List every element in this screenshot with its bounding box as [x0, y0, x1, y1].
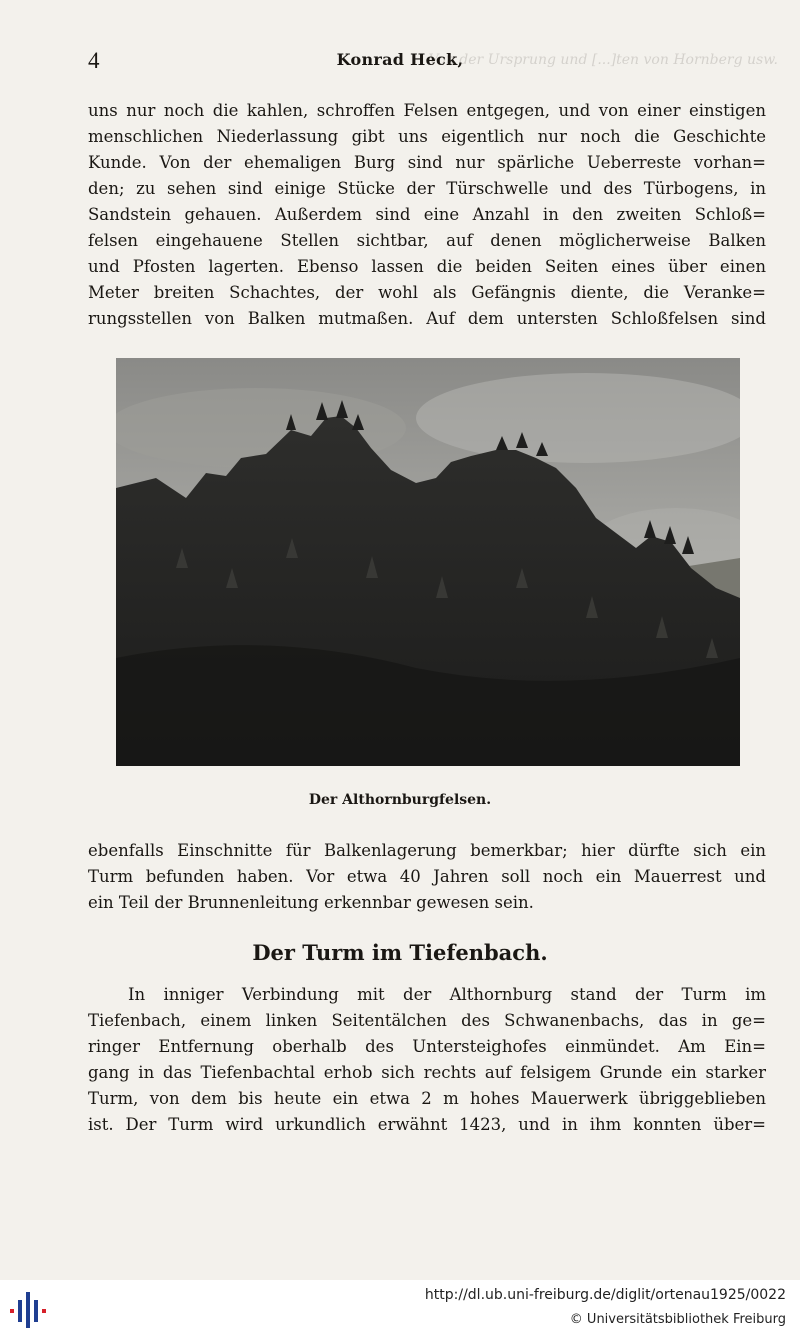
paragraph-1 — [88, 98, 766, 332]
text-line: uns nur noch die kahlen, schroffen Felsen entgegen, und von einer einstigen — [88, 101, 766, 120]
text-line: ringer Entfernung oberhalb des Untersteighofes einmündet. Am Ein= — [88, 1037, 766, 1056]
text-line: Meter breiten Schachtes, der wohl als Gefängnis diente, die Veranke= — [88, 283, 766, 302]
permalink-url[interactable]: http://dl.ub.uni-freiburg.de/diglit/ortenau1925/0022 — [424, 1287, 786, 1303]
copyright-notice: © Universitätsbibliothek Freiburg — [569, 1312, 786, 1327]
forest-rock-illustration — [116, 358, 740, 766]
text-line: gang in das Tiefenbachtal erhob sich rechts auf felsigem Grunde ein starker — [88, 1063, 766, 1082]
althornburg-photo — [116, 358, 740, 766]
text-line: Turm befunden haben. Vor etwa 40 Jahren soll noch ein Mauerrest und — [88, 867, 766, 886]
section-heading: Der Turm im Tiefenbach. — [252, 940, 548, 965]
paragraph-2 — [88, 838, 766, 916]
paragraph-3 — [88, 982, 766, 1138]
text-line: Tiefenbach, einem linken Seitentälchen des Schwanenbachs, das in ge= — [88, 1011, 766, 1030]
viewer-footer — [0, 1280, 800, 1336]
text-line: menschlichen Niederlassung gibt uns eigentlich nur noch die Geschichte — [88, 127, 766, 146]
text-line: den; zu sehen sind einige Stücke der Türschwelle und des Türbogens, in — [88, 179, 766, 198]
text-line: und Pfosten lagerten. Ebenso lassen die beiden Seiten eines über einen — [88, 257, 766, 276]
text-line: In inniger Verbindung mit der Althornburg stand der Turm im — [128, 985, 766, 1004]
text-line: felsen eingehauene Stellen sichtbar, auf denen möglicherweise Balken — [88, 231, 766, 250]
text-line: Kunde. Von der ehemaligen Burg sind nur spärliche Ueberreste vorhan= — [88, 153, 766, 172]
text-line: Turm, von dem bis heute ein etwa 2 m hohes Mauerwerk übriggeblieben — [88, 1089, 766, 1108]
figure-caption: Der Althornburgfelsen. — [308, 792, 492, 808]
text-line: ist. Der Turm wird urkundlich erwähnt 1423, und in ihm konnten über= — [88, 1115, 766, 1134]
bleed-through-text: Von der Ursprung und [...]ten von Hornberg usw. — [428, 52, 778, 68]
ub-freiburg-logo-icon — [6, 1290, 50, 1330]
text-line: rungsstellen von Balken mutmaßen. Auf dem untersten Schloßfelsen sind — [88, 309, 766, 328]
text-line: ebenfalls Einschnitte für Balkenlagerung bemerkbar; hier dürfte sich ein — [88, 841, 766, 860]
page-number: 4 — [88, 48, 100, 73]
running-title: Konrad Heck, — [336, 50, 464, 69]
text-line: ein Teil der Brunnenleitung erkennbar gewesen sein. — [88, 893, 534, 912]
text-line: Sandstein gehauen. Außerdem sind eine Anzahl in den zweiten Schloß= — [88, 205, 766, 224]
